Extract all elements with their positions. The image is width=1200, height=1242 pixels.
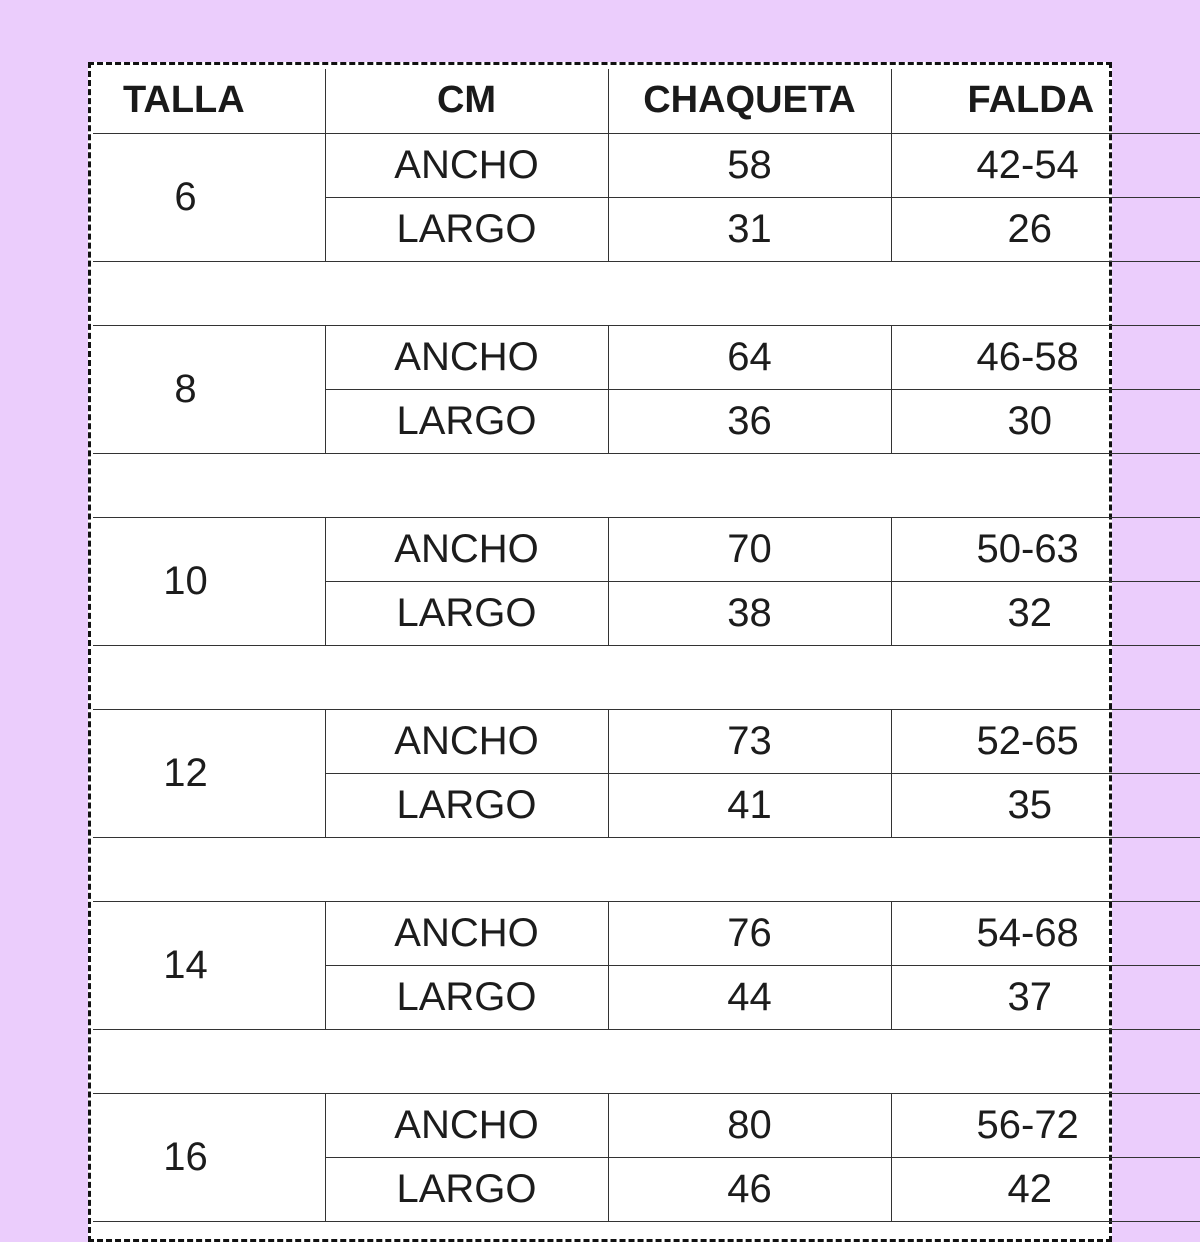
chaqueta-value: 38 [608,581,891,645]
dimension-label: ANCHO [325,1093,608,1157]
dimension-label: ANCHO [325,517,608,581]
header-chaqueta: CHAQUETA [608,69,891,133]
dimension-label: LARGO [325,389,608,453]
falda-value: 46-58 [891,325,1200,389]
talla-value: 6 [174,174,197,219]
talla-value: 12 [163,750,208,795]
header-falda: FALDA [891,69,1200,133]
size-chart-sheet [88,62,1112,1242]
dimension-label: ANCHO [325,709,608,773]
talla-cell [93,517,325,645]
table-row [93,517,1200,581]
chaqueta-value: 36 [608,389,891,453]
chaqueta-value: 41 [608,773,891,837]
chaqueta-value: 80 [608,1093,891,1157]
talla-cell [93,133,325,261]
falda-value: 32 [891,581,1200,645]
table-row [93,133,1200,197]
falda-value: 42-54 [891,133,1200,197]
talla-cell [93,709,325,837]
size-chart-table [93,69,1200,1222]
spacer-row [93,837,1200,901]
dimension-label: LARGO [325,773,608,837]
talla-value: 16 [163,1134,208,1179]
spacer-row [93,453,1200,517]
chaqueta-value: 46 [608,1157,891,1221]
dimension-label: ANCHO [325,133,608,197]
falda-value: 56-72 [891,1093,1200,1157]
chaqueta-value: 31 [608,197,891,261]
falda-value: 26 [891,197,1200,261]
talla-cell [93,325,325,453]
talla-value: 8 [174,366,197,411]
dimension-label: LARGO [325,965,608,1029]
table-row [93,709,1200,773]
spacer-cell [93,453,1200,517]
header-row [93,69,1200,133]
header-talla: TALLA [93,69,325,133]
size-table-body [93,133,1200,1221]
falda-value: 30 [891,389,1200,453]
talla-cell [93,901,325,1029]
chaqueta-value: 44 [608,965,891,1029]
table-row [93,1093,1200,1157]
falda-value: 37 [891,965,1200,1029]
spacer-row [93,261,1200,325]
talla-value: 10 [163,558,208,603]
talla-cell [93,1093,325,1221]
chaqueta-value: 73 [608,709,891,773]
talla-value: 14 [163,942,208,987]
falda-value: 52-65 [891,709,1200,773]
spacer-cell [93,261,1200,325]
dimension-label: LARGO [325,197,608,261]
table-row [93,901,1200,965]
chaqueta-value: 64 [608,325,891,389]
chaqueta-value: 58 [608,133,891,197]
header-cm: CM [325,69,608,133]
dimension-label: LARGO [325,1157,608,1221]
table-row [93,325,1200,389]
spacer-row [93,645,1200,709]
falda-value: 54-68 [891,901,1200,965]
spacer-cell [93,1029,1200,1093]
dimension-label: ANCHO [325,325,608,389]
spacer-cell [93,837,1200,901]
falda-value: 35 [891,773,1200,837]
dimension-label: ANCHO [325,901,608,965]
dimension-label: LARGO [325,581,608,645]
falda-value: 50-63 [891,517,1200,581]
chaqueta-value: 70 [608,517,891,581]
falda-value: 42 [891,1157,1200,1221]
chaqueta-value: 76 [608,901,891,965]
spacer-row [93,1029,1200,1093]
spacer-cell [93,645,1200,709]
